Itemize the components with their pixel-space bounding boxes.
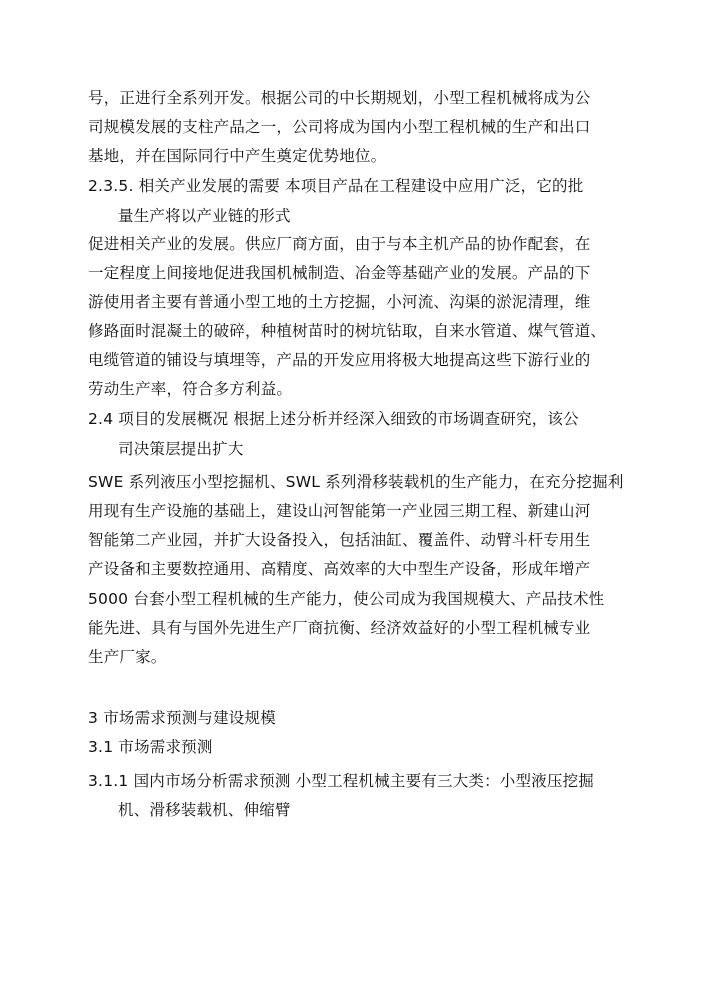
text-line: 号，正进行全系列开发。根据公司的中长期规划，小型工程机械将成为公 bbox=[88, 89, 591, 107]
text-line: 司规模发展的支柱产品之一，公司将成为国内小型工程机械的生产和出口 bbox=[88, 118, 591, 136]
section-heading-2-4: 2.4 项目的发展概况 根据上述分析并经深入细致的市场调查研究，该公 bbox=[88, 410, 579, 428]
text-line: 劳动生产率，符合多方利益。 bbox=[88, 380, 293, 398]
text-line: 司决策层提出扩大 bbox=[118, 440, 244, 458]
text-line: 能先进、具有与国外先进生产厂商抗衡、经济效益好的小型工程机械专业 bbox=[88, 619, 591, 637]
text-line: 一定程度上间接地促进我国机械制造、冶金等基础产业的发展。产品的下 bbox=[88, 264, 591, 282]
text-line: 智能第二产业园，并扩大设备投入，包括油缸、覆盖件、动臂斗杆专用生 bbox=[88, 531, 591, 549]
text-line: 用现有生产设施的基础上，建设山河智能第一产业园三期工程、新建山河 bbox=[88, 502, 591, 520]
text-line: 5000 台套小型工程机械的生产能力，使公司成为我国规模大、产品技术性 bbox=[88, 590, 605, 608]
section-heading-3-1: 3.1 市场需求预测 bbox=[88, 738, 213, 756]
text-line: 基地，并在国际同行中产生奠定优势地位。 bbox=[88, 147, 387, 165]
text-line: 产设备和主要数控通用、高精度、高效率的大中型生产设备，形成年增产 bbox=[88, 560, 591, 578]
text-line: 促进相关产业的发展。供应厂商方面，由于与本主机产品的协作配套，在 bbox=[88, 235, 591, 253]
section-heading-2-3-5: 2.3.5. 相关产业发展的需要 本项目产品在工程建设中应用广泛，它的批 bbox=[88, 177, 584, 195]
text-line: SWE 系列液压小型挖掘机、SWL 系列滑移装载机的生产能力，在充分挖掘利 bbox=[88, 473, 624, 491]
text-line: 机、滑移装载机、伸缩臂 bbox=[118, 801, 291, 819]
section-heading-3: 3 市场需求预测与建设规模 bbox=[88, 709, 276, 727]
text-line: 量生产将以产业链的形式 bbox=[118, 207, 291, 225]
text-line: 电缆管道的铺设与填埋等，产品的开发应用将极大地提高这些下游行业的 bbox=[88, 351, 591, 369]
text-line: 游使用者主要有普通小型工地的土方挖掘，小河流、沟渠的淤泥清理，维 bbox=[88, 293, 591, 311]
text-line: 生产厂家。 bbox=[88, 648, 167, 666]
section-heading-3-1-1: 3.1.1 国内市场分析需求预测 小型工程机械主要有三大类：小型液压挖掘 bbox=[88, 772, 594, 790]
text-line: 修路面时混凝土的破碎，种植树苗时的树坑钻取，自来水管道、煤气管道、 bbox=[88, 322, 607, 340]
